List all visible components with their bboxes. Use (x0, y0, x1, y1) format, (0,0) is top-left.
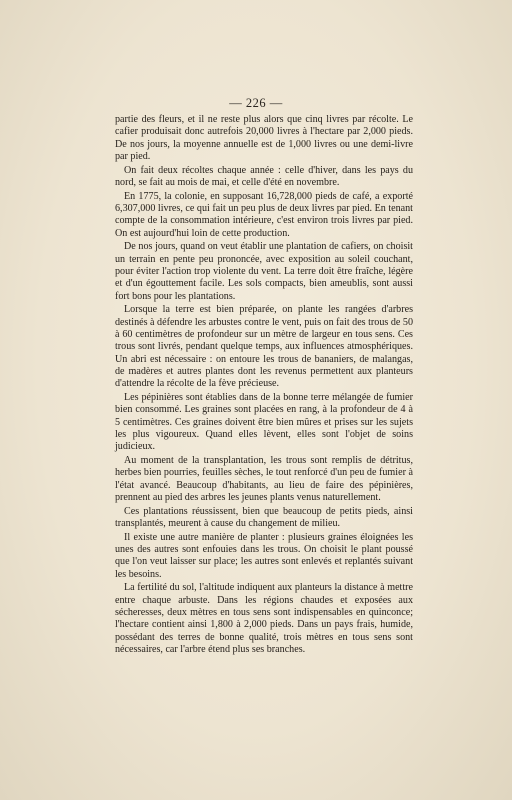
paragraph: On fait deux récoltes chaque année : celle d'hiver, dans les pays du nord, se fait au mois de mai, et celle d'été en novembre. (115, 164, 413, 188)
paragraph: Lorsque la terre est bien préparée, on plante les rangées d'arbres destinés à défendre les arbustes contre le vent, puis on fait des trous de 50 à 60 centimètres de profondeur sur un mètre de largeur en tous sens. Ces trous sont livrés, pendant quelque temps, aux influences atmosphériques. Un abri est nécessaire : on entoure les trous de bananiers, de malangas, de madères et autres plantes dont les revenus permettent aux planteurs d'attendre la récolte de la fève précieuse. (115, 304, 413, 390)
page-number: — 226 — (229, 96, 283, 110)
paragraph: De nos jours, quand on veut établir une plantation de cafiers, on choisit un terrain en pente peu prononcée, avec exposition au soleil couchant, pour éviter l'action trop violente du vent. La terre doit être fraîche, légère et d'un égouttement facile. Les sols compacts, bien ameublis, sont aussi fort bons pour les plantations. (115, 241, 413, 302)
paragraph: Ces plantations réussissent, bien que beaucoup de petits pieds, ainsi transplantés, meurent à cause du changement de milieu. (115, 505, 413, 529)
paragraph: partie des fleurs, et il ne reste plus alors que cinq livres par récolte. Le cafier produisait donc autrefois 20,000 livres à l'hectare par 2,000 pieds. De nos jours, la moyenne annuelle est de 1,000 livres ou une demi-livre par pied. (115, 114, 413, 162)
paragraph: Les pépinières sont établies dans de la bonne terre mélangée de fumier bien consommé. Les graines sont placées en rang, à la profondeur de 4 à 5 centimètres. Ces graines doivent être bien mûres et prises sur les sujets les plus vigoureux. Quand elles lèvent, elles sont l'objet de soins judicieux. (115, 392, 413, 453)
body-text (115, 114, 413, 658)
paragraph: Il existe une autre manière de planter : plusieurs graines éloignées les unes des autres sont enfouies dans les trous. On choisit le plant poussé que l'on veut laisser sur place; les autres sont enlevés et replantés suivant les besoins. (115, 531, 413, 580)
paragraph: Au moment de la transplantation, les trous sont remplis de détritus, herbes bien pourries, feuilles sèches, le tout renforcé d'un peu de fumier à l'état avancé. Beaucoup d'habitants, au lieu de faire des pépinières, prennent au pied des arbres les jeunes plants venus naturellement. (115, 455, 413, 503)
paragraph: En 1775, la colonie, en supposant 16,728,000 pieds de café, a exporté 6,307,000 livres, ce qui fait un peu plus de deux livres par pied. En tenant compte de la consommation intérieure, c'est environ trois livres par pied. On est aujourd'hui loin de cette production. (115, 190, 413, 239)
paragraph: La fertilité du sol, l'altitude indiquent aux planteurs la distance à mettre entre chaque arbuste. Dans les régions chaudes et exposées aux sécheresses, deux mètres en tous sens sont indispensables en quinconce; l'hectare contient ainsi 1,800 à 2,000 pieds. Dans un pays frais, humide, possédant des terres de bonne qualité, trois mètres en tous sens sont nécessaires, car l'arbre étend plus ses branches. (115, 582, 413, 655)
